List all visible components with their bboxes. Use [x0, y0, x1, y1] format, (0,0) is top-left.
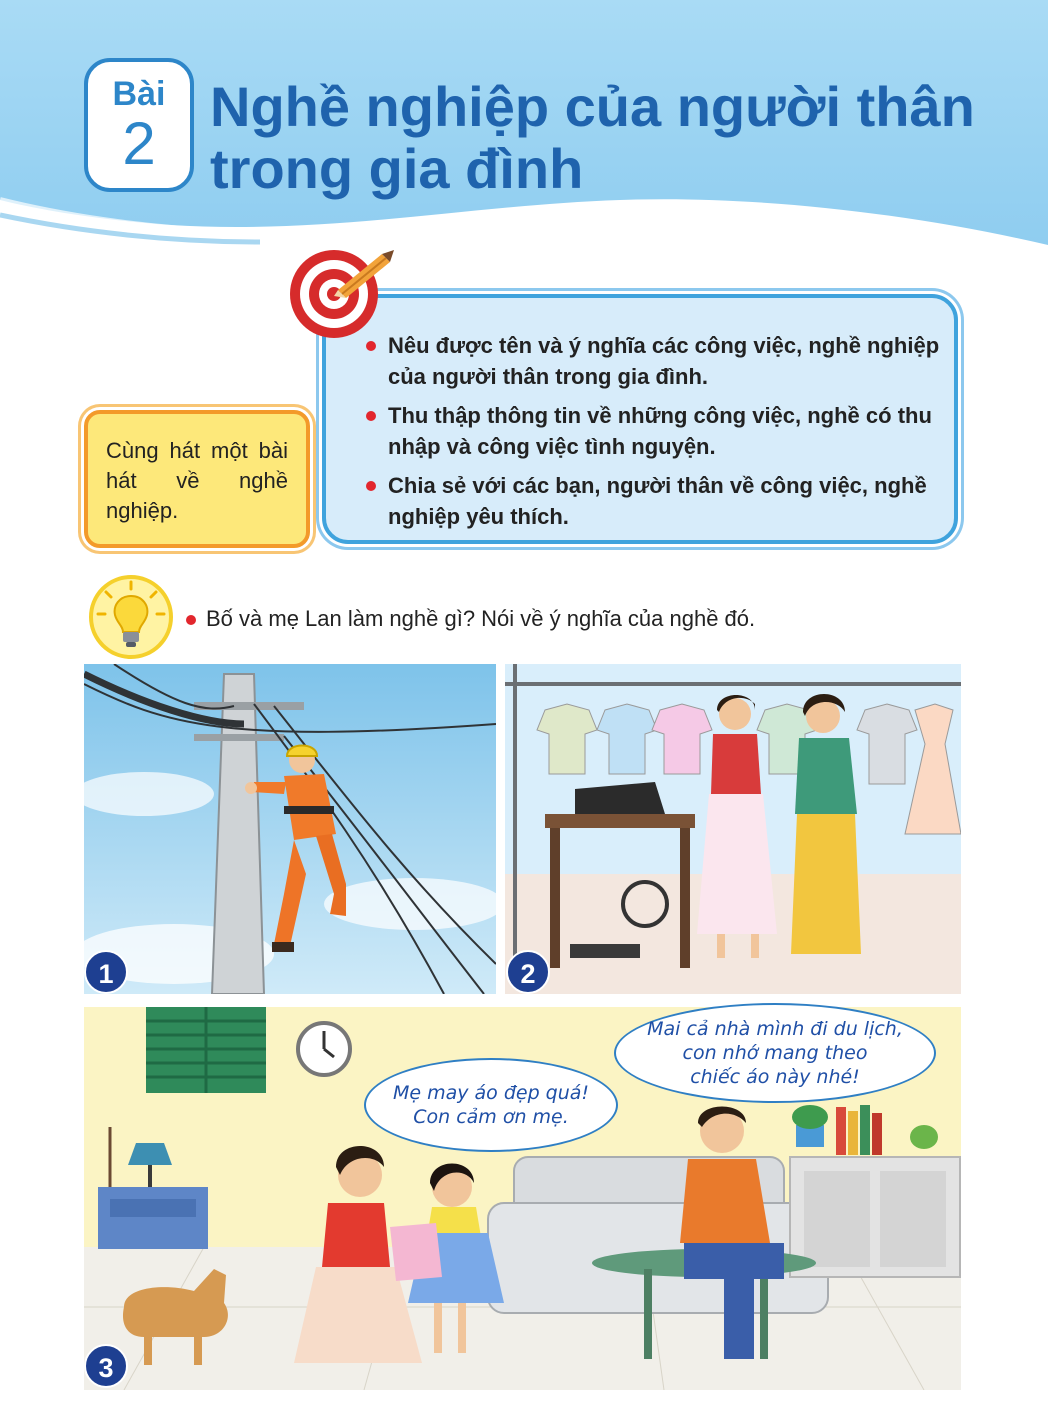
warmup-box: Cùng hát một bài hát về nghề nghiệp. [84, 410, 310, 548]
speech-line: con nhớ mang theo [682, 1042, 868, 1064]
scene-number-badge: 2 [506, 950, 550, 994]
objective-item: Chia sẻ với các bạn, người thân về công việc, nghề nghiệp yêu thích. [364, 470, 954, 532]
bullet-dot [186, 615, 196, 625]
scene-electrician [84, 664, 496, 994]
title-line-2: trong gia đình [210, 137, 584, 200]
speech-bubble-dad [614, 1003, 936, 1103]
speech-bubble-girl [364, 1058, 618, 1152]
speech-line: Mai cả nhà mình đi du lịch, [647, 1018, 903, 1040]
lesson-word: Bài [112, 75, 166, 113]
scene-tailor [505, 664, 961, 994]
lesson-number: 2 [122, 110, 156, 177]
question-text: Bố và mẹ Lan làm nghề gì? Nói về ý nghĩa của nghề đó. [206, 606, 756, 631]
objective-item: Thu thập thông tin về những công việc, nghề có thu nhập và công việc tình nguyện. [364, 400, 954, 462]
speech-line: Mẹ may áo đẹp quá! [392, 1082, 590, 1104]
scene-number-badge: 1 [84, 950, 128, 994]
question-prompt [186, 606, 755, 632]
objective-item: Nêu được tên và ý nghĩa các công việc, nghề nghiệp của người thân trong gia đình. [364, 330, 954, 392]
title-line-1: Nghề nghiệp của người thân [210, 75, 975, 138]
scene-number-badge: 3 [84, 1344, 128, 1388]
lightbulb-icon [88, 574, 174, 660]
speech-line: chiếc áo này nhé! [690, 1066, 860, 1088]
speech-line: Con cảm ơn mẹ. [413, 1106, 569, 1128]
lesson-title [210, 76, 1010, 200]
target-icon [286, 244, 396, 344]
objectives-list [364, 330, 954, 540]
objectives-box [322, 294, 958, 544]
lesson-badge [84, 58, 194, 192]
